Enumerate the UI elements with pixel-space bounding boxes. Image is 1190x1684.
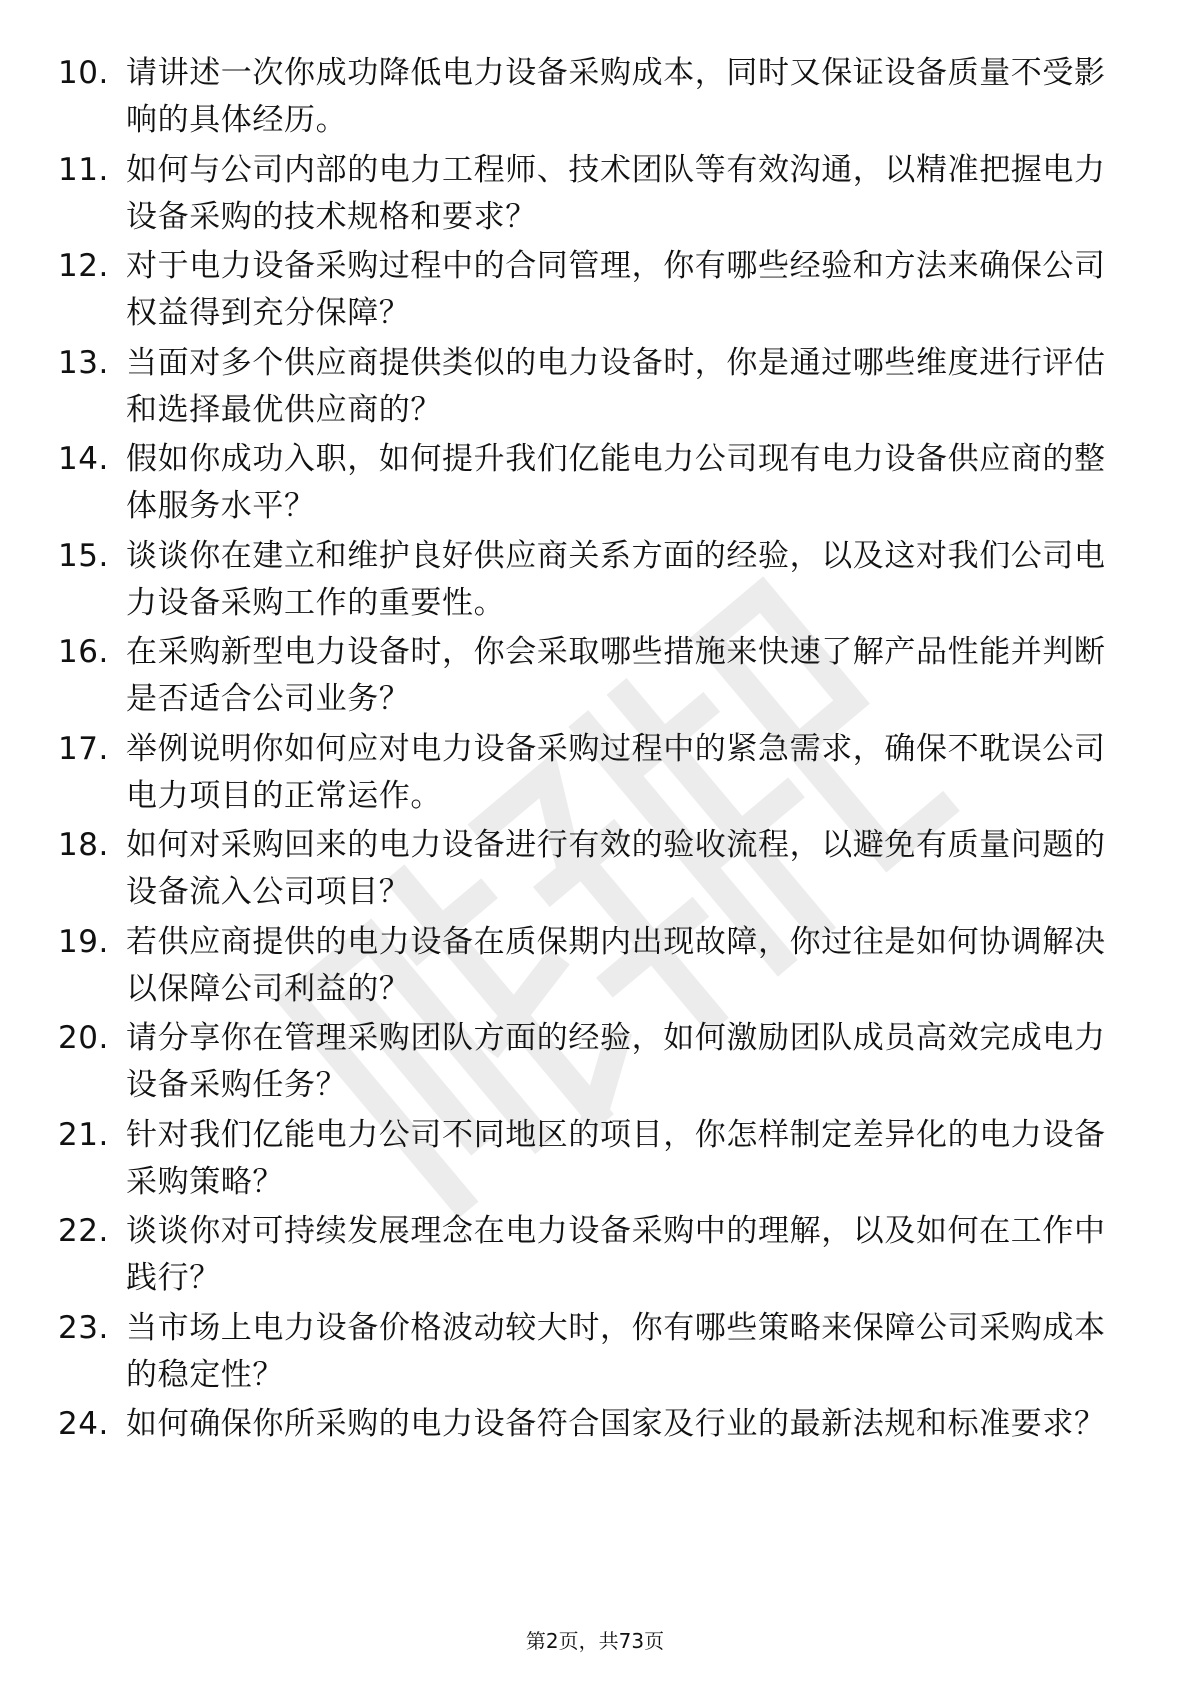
- list-item: [58, 1208, 1118, 1305]
- question-number: 20.: [58, 1020, 109, 1056]
- question-text: 针对我们亿能电力公司不同地区的项目，你怎样制定差异化的电力设备采购策略？: [126, 1116, 1106, 1200]
- list-item: [58, 340, 1118, 437]
- list-item: [58, 726, 1118, 823]
- page-footer: [0, 1625, 1190, 1654]
- list-item: [58, 1015, 1118, 1112]
- question-number: 19.: [58, 923, 109, 960]
- question-text: 举例说明你如何应对电力设备采购过程中的紧急需求，确保不耽误公司电力项目的正常运作。: [126, 730, 1106, 814]
- question-number: 17.: [58, 730, 109, 767]
- question-number: 10.: [58, 55, 109, 91]
- list-item: [58, 147, 1118, 244]
- question-number: 11.: [58, 151, 109, 188]
- question-text: 如何与公司内部的电力工程师、技术团队等有效沟通，以精准把握电力设备采购的技术规格和要求？: [126, 151, 1106, 235]
- list-item: [58, 629, 1118, 726]
- question-text: 请分享你在管理采购团队方面的经验，如何激励团队成员高效完成电力设备采购任务？: [126, 1020, 1106, 1103]
- list-item: [58, 1401, 1118, 1498]
- question-number: 12.: [58, 248, 109, 284]
- page-number-label: 第2页，共73页: [525, 1629, 665, 1653]
- question-text: 如何对采购回来的电力设备进行有效的验收流程，以避免有质量问题的设备流入公司项目？: [126, 827, 1106, 910]
- list-item: [58, 1112, 1118, 1209]
- question-number: 21.: [58, 1116, 109, 1153]
- list-item: [58, 822, 1118, 919]
- list-item: [58, 243, 1118, 340]
- list-item: [58, 50, 1118, 147]
- question-number: 15.: [58, 537, 109, 574]
- question-number: 23.: [58, 1309, 109, 1346]
- question-number: 22.: [58, 1213, 109, 1249]
- question-text: 谈谈你对可持续发展理念在电力设备采购中的理解，以及如何在工作中践行？: [126, 1213, 1106, 1296]
- question-number: 24.: [58, 1406, 109, 1442]
- question-text: 如何确保你所采购的电力设备符合国家及行业的最新法规和标准要求？: [126, 1406, 1106, 1442]
- list-item: [58, 436, 1118, 533]
- question-text: 请讲述一次你成功降低电力设备采购成本，同时又保证设备质量不受影响的具体经历。: [126, 55, 1106, 138]
- question-number: 14.: [58, 441, 109, 477]
- list-item: [58, 1305, 1118, 1402]
- question-text: 在采购新型电力设备时，你会采取哪些措施来快速了解产品性能并判断是否适合公司业务？: [126, 634, 1106, 717]
- question-text: 当面对多个供应商提供类似的电力设备时，你是通过哪些维度进行评估和选择最优供应商的？: [126, 344, 1106, 428]
- question-text: 谈谈你在建立和维护良好供应商关系方面的经验，以及这对我们公司电力设备采购工作的重要性。: [126, 537, 1106, 621]
- question-text: 假如你成功入职，如何提升我们亿能电力公司现有电力设备供应商的整体服务水平？: [126, 441, 1106, 524]
- list-item: [58, 533, 1118, 630]
- question-text: 当市场上电力设备价格波动较大时，你有哪些策略来保障公司采购成本的稳定性？: [126, 1309, 1106, 1393]
- list-item: [58, 919, 1118, 1016]
- question-number: 18.: [58, 827, 109, 863]
- question-text: 对于电力设备采购过程中的合同管理，你有哪些经验和方法来确保公司权益得到充分保障？: [126, 248, 1106, 331]
- question-number: 16.: [58, 634, 109, 670]
- question-text: 若供应商提供的电力设备在质保期内出现故障，你过往是如何协调解决以保障公司利益的？: [126, 923, 1106, 1007]
- question-list: [58, 50, 1118, 1498]
- question-number: 13.: [58, 344, 109, 381]
